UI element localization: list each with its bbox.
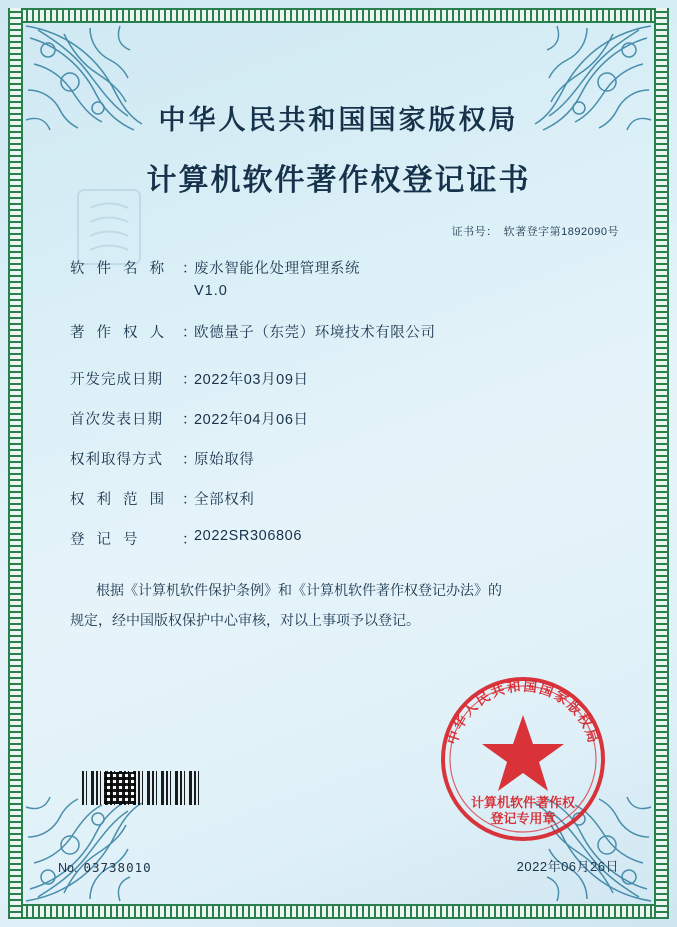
detail-fields	[40, 368, 637, 549]
svg-text:计算机软件著作权: 计算机软件著作权	[470, 796, 576, 811]
field-label: 权 利 范 围	[70, 492, 169, 508]
serial-value: 03738010	[83, 860, 152, 875]
first-publication-date-value: 2022年04月06日	[194, 412, 309, 428]
acquisition-method-value: 原始取得	[194, 452, 255, 468]
field-row-acquisition-method	[70, 448, 637, 469]
svg-text:中华人民共和国国家版权局: 中华人民共和国国家版权局	[444, 678, 602, 747]
field-label: 权利取得方式	[70, 452, 163, 468]
certificate-title: 计算机软件著作权登记证书	[146, 163, 531, 198]
border-meander-top	[8, 8, 669, 23]
field-label: 开发完成日期	[70, 372, 163, 388]
field-colon: ：	[182, 452, 197, 468]
field-row-development-date	[70, 368, 637, 389]
field-row-first-publication-date	[70, 408, 637, 429]
software-name-value: 废水智能化处理管理系统	[194, 261, 361, 277]
certificate-number-label: 证书号：	[451, 226, 498, 238]
field-colon: ：	[182, 412, 197, 428]
qr-code-icon	[104, 772, 136, 804]
statement-line-2: 规定，经中国版权保护中心审核，对以上事项予以登记。	[70, 612, 420, 628]
barcode	[82, 771, 202, 809]
registration-number-value: 2022SR306806	[194, 528, 302, 544]
primary-fields	[40, 257, 637, 342]
border-meander-right	[654, 8, 669, 919]
barcode-stripes	[82, 771, 202, 805]
development-date-value: 2022年03月09日	[194, 372, 309, 388]
field-label: 首次发表日期	[70, 412, 163, 428]
legal-statement	[40, 575, 637, 635]
field-label: 软 件 名 称	[70, 261, 169, 277]
software-version-value: V1.0	[194, 283, 228, 299]
footer-row	[58, 856, 619, 875]
official-seal	[435, 671, 611, 847]
statement-line-1: 根据《计算机软件保护条例》和《计算机软件著作权登记办法》的	[96, 582, 502, 598]
serial-label: No.	[58, 861, 78, 875]
rights-scope-value: 全部权利	[194, 492, 255, 508]
serial-number	[58, 860, 152, 875]
field-colon: ：	[182, 532, 197, 548]
certificate-number-row	[40, 223, 637, 239]
field-colon: ：	[182, 372, 197, 388]
field-colon: ：	[182, 261, 197, 277]
issuer-title: 中华人民共和国国家版权局	[158, 105, 519, 136]
copyright-owner-value: 欧德量子（东莞）环境技术有限公司	[194, 325, 436, 341]
svg-text:登记专用章: 登记专用章	[490, 812, 556, 827]
certificate-number-value: 软著登字第1892090号	[503, 226, 619, 238]
issue-date: 2022年06月26日	[516, 859, 619, 874]
border-meander-left	[8, 8, 23, 919]
border-meander-bottom	[8, 904, 669, 919]
field-label: 著 作 权 人	[70, 325, 169, 341]
field-value	[194, 257, 637, 299]
field-row-rights-scope	[70, 488, 637, 509]
field-row-software-name	[70, 257, 637, 299]
field-colon: ：	[182, 492, 197, 508]
field-row-registration-number	[70, 528, 637, 549]
field-row-copyright-owner	[70, 321, 637, 342]
field-colon: ：	[182, 325, 197, 341]
field-label: 登 记 号	[70, 532, 142, 548]
